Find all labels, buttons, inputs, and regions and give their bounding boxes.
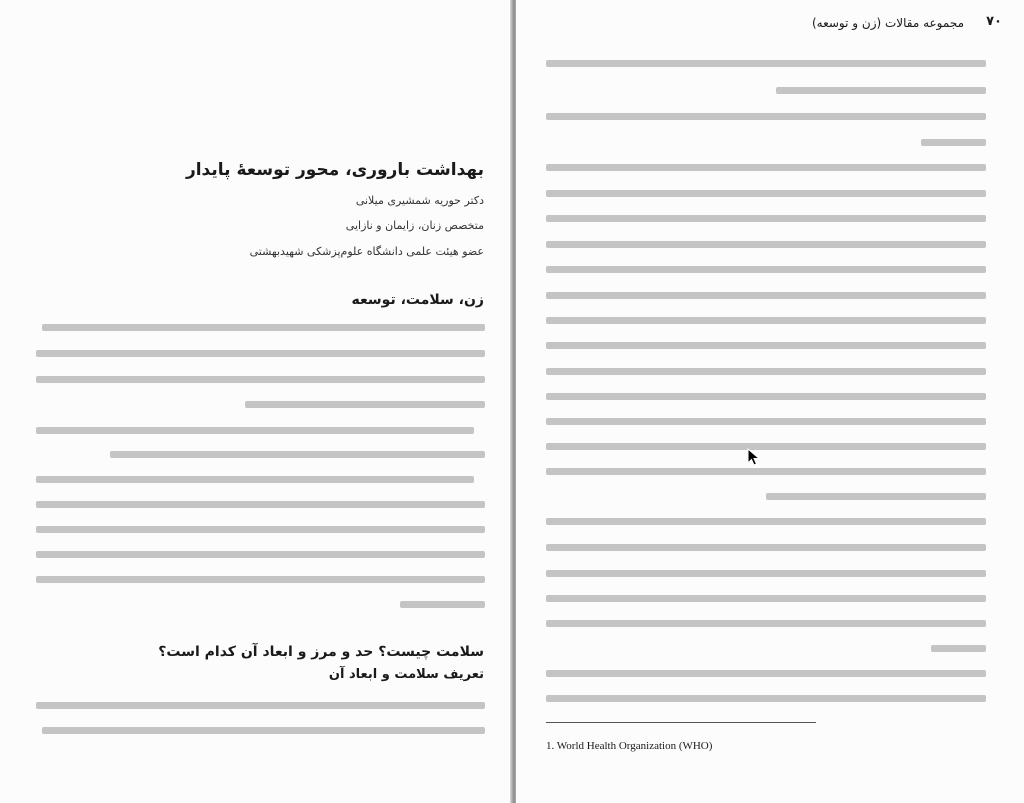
text-line-placeholder	[400, 601, 485, 608]
text-line-placeholder	[110, 451, 485, 458]
text-line-placeholder	[546, 60, 986, 67]
text-line-placeholder	[546, 620, 986, 627]
section-2-heading: سلامت چیست؟ حد و مرز و ابعاد آن کدام است؟	[158, 644, 484, 660]
text-line-placeholder	[36, 551, 485, 558]
text-line-placeholder	[546, 342, 986, 349]
section-2-subheading: تعریف سلامت و ابعاد آن	[328, 667, 484, 682]
text-line-placeholder	[546, 418, 986, 425]
text-line-placeholder	[546, 544, 986, 551]
text-line-placeholder	[245, 401, 485, 408]
text-line-placeholder	[546, 266, 986, 273]
mouse-pointer-icon	[747, 448, 761, 466]
text-line-placeholder	[36, 427, 474, 434]
text-line-placeholder	[546, 443, 986, 450]
running-header: مجموعه مقالات (زن و توسعه)	[811, 16, 964, 30]
text-line-placeholder	[36, 376, 485, 383]
text-line-placeholder	[36, 526, 485, 533]
text-line-placeholder	[546, 570, 986, 577]
author-role-1: متخصص زنان، زایمان و نازایی	[345, 219, 484, 232]
text-line-placeholder	[546, 368, 986, 375]
text-line-placeholder	[42, 324, 485, 331]
author-name: دکتر حوریه شمشیری میلانی	[355, 194, 484, 207]
text-line-placeholder	[546, 595, 986, 602]
page-number: ۷۰	[986, 14, 1002, 29]
section-1-heading: زن، سلامت، توسعه	[351, 292, 484, 308]
text-line-placeholder	[546, 468, 986, 475]
text-line-placeholder	[776, 87, 986, 94]
text-line-placeholder	[546, 393, 986, 400]
text-line-placeholder	[36, 476, 474, 483]
text-line-placeholder	[546, 241, 986, 248]
text-line-placeholder	[921, 139, 986, 146]
text-line-placeholder	[546, 292, 986, 299]
text-line-placeholder	[546, 670, 986, 677]
footnote-divider	[546, 722, 816, 723]
article-title: بهداشت باروری، محور توسعهٔ پایدار	[185, 160, 484, 180]
author-role-2: عضو هیئت علمی دانشگاه علوم‌پزشکی شهیدبهشتی	[249, 245, 484, 258]
text-line-placeholder	[36, 576, 485, 583]
footnote: 1. World Health Organization (WHO)	[546, 740, 713, 752]
text-line-placeholder	[546, 164, 986, 171]
text-line-placeholder	[546, 695, 986, 702]
text-line-placeholder	[546, 215, 986, 222]
text-line-placeholder	[546, 317, 986, 324]
text-line-placeholder	[42, 727, 485, 734]
text-line-placeholder	[36, 350, 485, 357]
text-line-placeholder	[931, 645, 986, 652]
text-line-placeholder	[546, 190, 986, 197]
text-line-placeholder	[546, 113, 986, 120]
right-page	[516, 0, 1024, 803]
text-line-placeholder	[36, 501, 485, 508]
text-line-placeholder	[766, 493, 986, 500]
text-line-placeholder	[546, 518, 986, 525]
text-line-placeholder	[36, 702, 485, 709]
